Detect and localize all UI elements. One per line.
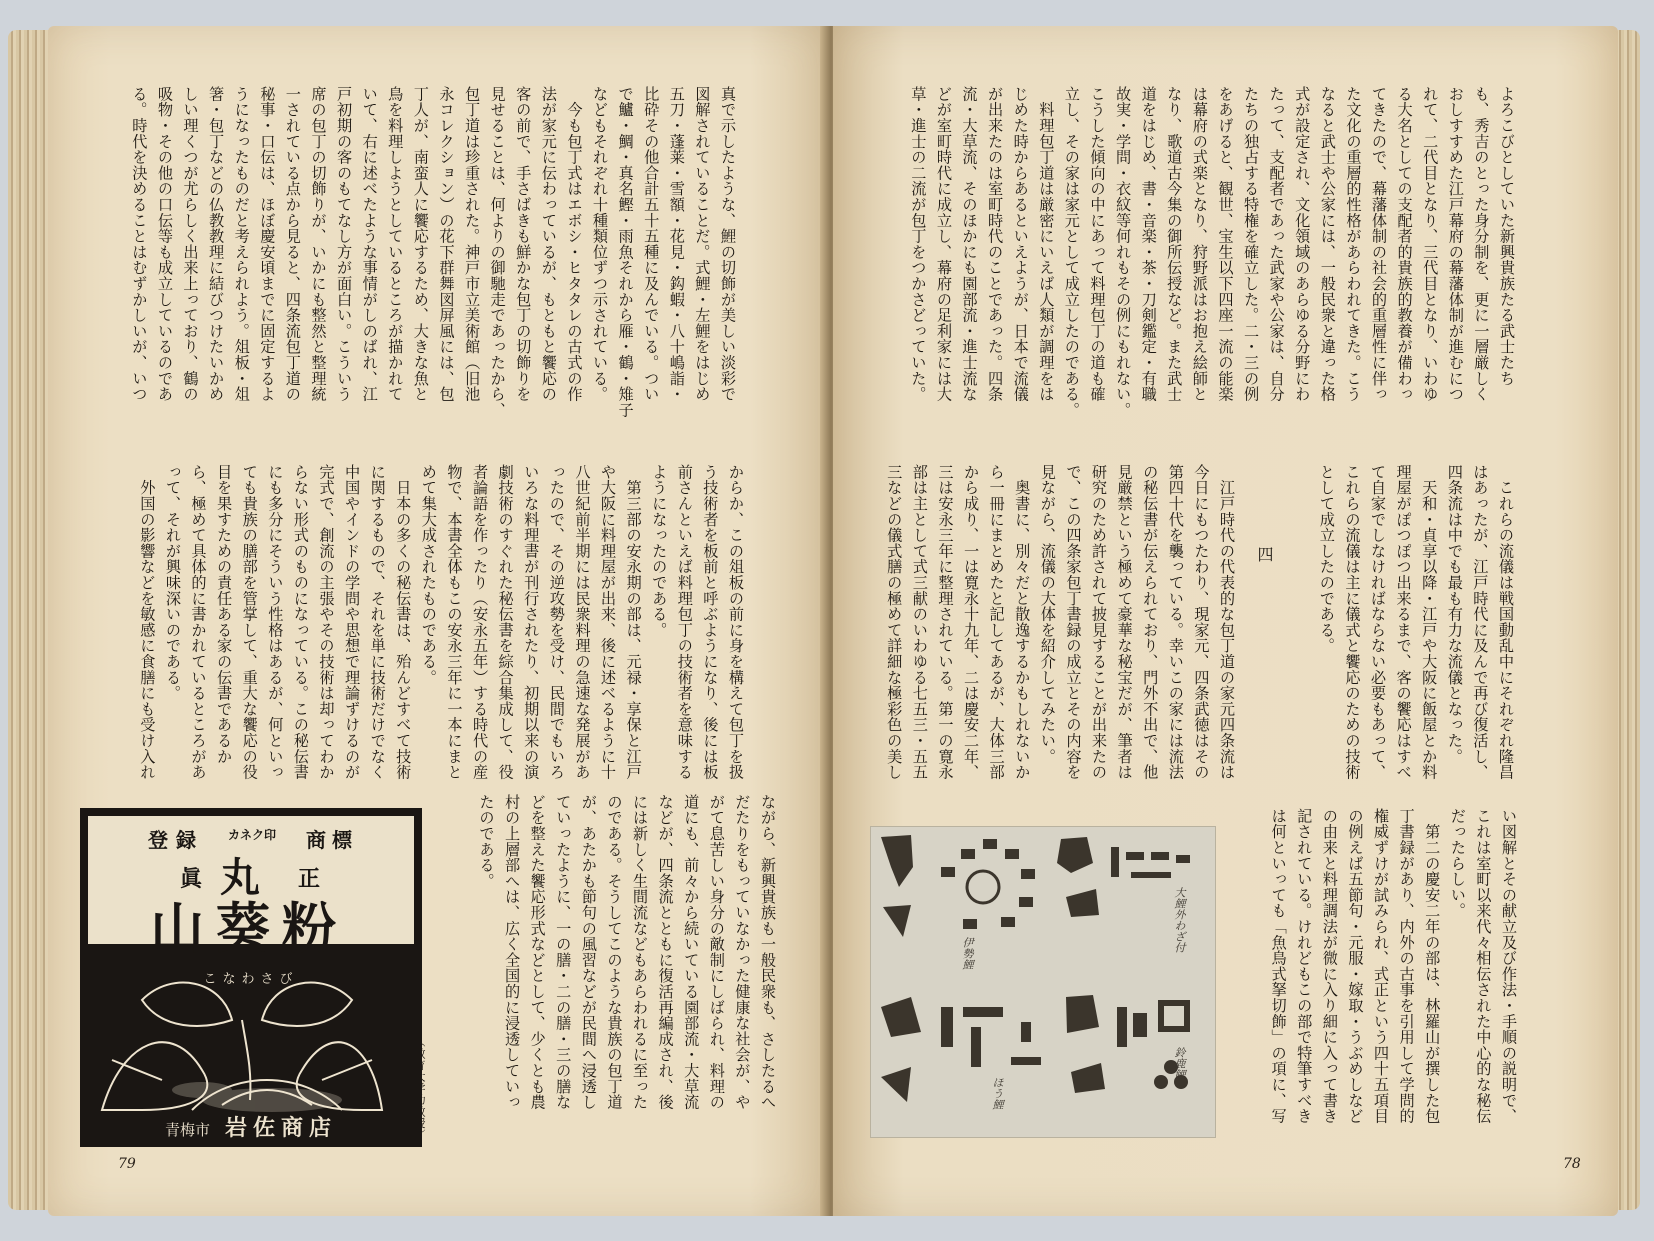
text-column: らない形式のものになっている。この秘伝書 bbox=[291, 464, 310, 780]
text-column: 料理包丁道は厳密にいえば人類が調理をは bbox=[1037, 86, 1056, 402]
text-column: いて、右に述べたような事情がしのばれ、江 bbox=[360, 86, 379, 402]
text-column: 永コレクション）の花下群舞図屏風には、包 bbox=[437, 86, 456, 402]
ad-product-name: 山葵粉 bbox=[150, 897, 348, 960]
right-lower-text bbox=[1283, 464, 1518, 786]
figure-label-3: ほう鯉 bbox=[991, 1077, 1004, 1110]
text-column: うになったものだと考えられよう。俎板・俎 bbox=[232, 86, 251, 402]
left-lower-text bbox=[98, 464, 748, 786]
text-column: 村の上層部へは、広く全国的に浸透していっ bbox=[503, 794, 522, 1110]
text-column: 故実・学問・衣紋等何れもその例にもれない。 bbox=[1114, 86, 1133, 418]
fish-carving-diagrams bbox=[871, 827, 1215, 1137]
text-column: などもそれぞれ十種類位ずつ示されている。 bbox=[591, 86, 610, 402]
text-column: をあげると、観世、宝生以下四座一流の能楽 bbox=[1216, 86, 1235, 402]
text-column: 今日にもつたわり、現家元、四条武徳はその bbox=[1192, 464, 1211, 780]
text-column: る大名としての支配者的貴族的教養が備わっ bbox=[1395, 86, 1414, 402]
text-column: ながら、新興貴族も一般民衆も、さしたるへ bbox=[759, 794, 777, 1110]
ad-trademark: 商標 bbox=[306, 828, 358, 852]
text-column: これらの流儀は戦国動乱中にそれぞれ隆昌 bbox=[1497, 464, 1515, 780]
text-column: 部は主として式三献のいわゆる七五三・五五 bbox=[910, 464, 929, 780]
text-column: どが室町時代に成立し、幕府の足利家には大 bbox=[934, 86, 953, 402]
text-column: が、あたかも節句の風習などが民間へ浸透し bbox=[579, 794, 598, 1110]
section-heading: 四 bbox=[1255, 546, 1274, 562]
text-column: 見ながら、流儀の大体を紹介してみたい。 bbox=[1038, 464, 1057, 765]
text-column: 丁人が、南蛮人に饗応するため、大きな魚と bbox=[411, 86, 430, 402]
text-column: 客の前で、手さばきも鮮かな包丁の切飾りを bbox=[514, 86, 533, 402]
right-section-text bbox=[869, 464, 1239, 786]
text-column: 物で、本書全体もこの安永三年に一本にまと bbox=[445, 464, 464, 780]
text-column: こうした傾向の中にあって料理包丁の道も確 bbox=[1088, 86, 1107, 402]
text-column: 鳥を料理しようとしているところが描かれて bbox=[386, 86, 405, 402]
text-column: って、それが興味深いのである。 bbox=[163, 464, 182, 701]
text-column: 三などの儀式膳の極めて詳細な極彩色の美し bbox=[885, 464, 904, 780]
text-column: 八世紀前半期には民衆料理の急速な発展があ bbox=[573, 464, 592, 780]
text-column: た文化の重層的性格があらわれてきた。こう bbox=[1344, 86, 1363, 402]
text-column: 一されている点から見ると、四条流包丁道の bbox=[283, 86, 302, 402]
text-column: 四条流は中でも最も有力な流儀となった。 bbox=[1445, 464, 1464, 765]
ad-shop-name: 岩佐商店 bbox=[225, 1116, 338, 1141]
text-column: で鱸・鯛・真名鰹・雨魚それから雁・鶴・雉子 bbox=[616, 86, 635, 418]
text-column: たちの独占する特権を確立した。二・三の例 bbox=[1242, 86, 1261, 402]
ad-mark: カネク印 bbox=[228, 828, 277, 842]
text-column: のである。そうしてこのような貴族の包丁道 bbox=[605, 794, 624, 1110]
text-column: てきたので、幕藩体制の社会的重層性に伴っ bbox=[1370, 86, 1389, 402]
text-column: よろこびとしていた新興貴族たる武士たち bbox=[1498, 86, 1516, 387]
text-column: い図解とその献立及び作法・手順の説明で、 bbox=[1500, 808, 1518, 1124]
text-column: 三は安永三年に整理されている。第一の寛永 bbox=[936, 464, 955, 780]
text-column: 図解されていることだ。式鯉・左鯉をはじめ bbox=[693, 86, 712, 402]
ad-shin: 眞 bbox=[180, 867, 203, 892]
text-column: ら一冊にまとめたと記してあるが、大体三部 bbox=[987, 464, 1006, 780]
page-number-left: 79 bbox=[118, 1156, 136, 1172]
right-upper-text bbox=[869, 86, 1519, 456]
text-column: 戸初期の客のもてなし方が面白い。こういう bbox=[335, 86, 354, 402]
page-number-right: 78 bbox=[1563, 1156, 1581, 1172]
text-column: おしすすめた江戸幕府の幕藩体制が進むにつ bbox=[1446, 86, 1465, 402]
text-column: たのである。 bbox=[477, 794, 496, 889]
text-column: だたりをもっていなかった健康な社会が、や bbox=[733, 794, 752, 1110]
text-column: 比砕その他合計五十五種に及んでいる。つい bbox=[642, 86, 661, 402]
text-column: 記されている。けれどもこの部で特筆すべき bbox=[1295, 808, 1314, 1124]
text-column: これらの流儀は主に儀式と饗応のための技術 bbox=[1343, 464, 1362, 780]
text-column: 包丁道は珍重された。神戸市立美術館（旧池 bbox=[463, 86, 482, 402]
text-column: ったので、その逆攻勢を受け、民間でもいろ bbox=[547, 464, 566, 780]
text-column: 見せることは、何よりの御馳走であったから、 bbox=[488, 86, 507, 418]
page-edges-left bbox=[8, 30, 52, 1210]
text-column: う技術者を板前と呼ぶようになり、後には板 bbox=[701, 464, 720, 780]
text-column: れて、二代目となり、三代目となり、いわゆ bbox=[1421, 86, 1440, 402]
text-column: の例えば五節句・元服・嫁取・うぶめしなど bbox=[1346, 808, 1365, 1124]
text-column: 五刀・蓬莱・雪額・花見・鈎蝦・八十嶋詣・ bbox=[667, 86, 686, 402]
figure-label-2: 大鯉外わざ付 bbox=[1173, 887, 1186, 953]
text-column: 立し、その家は家元として成立したのである。 bbox=[1062, 86, 1081, 418]
text-column: は幕府の式楽となり、狩野派はお抱え絵師と bbox=[1190, 86, 1209, 402]
text-column: から成り、一は寛永十九年、二は慶安二年、 bbox=[962, 464, 981, 780]
text-column: たって、支配者であった武家や公家は、自分 bbox=[1267, 86, 1286, 402]
text-column: 真で示したような、鯉の切飾が美しい淡彩で bbox=[719, 86, 737, 402]
text-column: 奥書に、別々だと散逸するかもしれないか bbox=[1013, 464, 1032, 780]
left-bottom-text bbox=[440, 794, 780, 1128]
text-column: 第四十代を襲っている。幸いこの家には流法 bbox=[1166, 464, 1185, 780]
ad-sho: 正 bbox=[298, 867, 321, 892]
text-column: も、秀吉のとった身分制を、更に一層厳しく bbox=[1472, 86, 1491, 402]
ad-brand-logo: 丸 bbox=[220, 855, 260, 901]
text-column: 完式で、創流の主張やその技術は却ってわか bbox=[317, 464, 336, 780]
text-column: ても貴族の膳部を管掌して、重大な饗応の役 bbox=[240, 464, 259, 780]
text-column: どを整えた饗応形式などとして、少くとも農 bbox=[528, 794, 547, 1110]
text-column: 目を果すための責任ある家の伝書であるか bbox=[215, 464, 234, 765]
figure-label-4: 鈴鹿鯉 bbox=[1173, 1047, 1186, 1080]
ad-city: 青梅市 bbox=[164, 1121, 210, 1139]
ad-product-reading: こなわさび bbox=[203, 972, 299, 987]
text-column: 草・進士の二流が包丁をつかさどっていた。 bbox=[909, 86, 928, 402]
text-column: る。時代を決めることはむずかしいが、いつ bbox=[130, 86, 149, 402]
right-bottom-text bbox=[1231, 808, 1521, 1128]
text-column: にも多分にそういう性格はあるが、何といっ bbox=[266, 464, 285, 780]
text-column: 秘事・口伝は、ほぼ慶安頃までに固定するよ bbox=[258, 86, 277, 402]
text-column: 研究のため許されて披見することが出来たの bbox=[1090, 464, 1109, 780]
text-column: なり、歌道古今集の御所伝授など。また武士 bbox=[1165, 86, 1184, 402]
text-column: 劇技術のすぐれた秘伝書を綜合集成して、役 bbox=[496, 464, 515, 780]
text-column: 前さんといえば料理包丁の技術者を意味する bbox=[675, 464, 694, 780]
text-column: だったらしい。 bbox=[1448, 808, 1467, 919]
left-upper-text bbox=[90, 86, 740, 456]
text-column: が出来たのは室町時代のことであった。四条 bbox=[986, 86, 1005, 402]
text-column: 天和・貞享以降・江戸や大阪に飯屋とか料 bbox=[1420, 464, 1439, 780]
text-column: めて集大成されたものである。 bbox=[419, 464, 438, 686]
text-column: 法が家元に伝わっているが、もともと饗応の bbox=[539, 86, 558, 402]
text-column: 箸・包丁などの仏教教理に結びつけたいかめ bbox=[207, 86, 226, 402]
text-column: ようになったのである。 bbox=[650, 464, 669, 638]
text-column: 理屋がぽつぽつ出来るまで、客の饗応はすべ bbox=[1394, 464, 1413, 780]
open-book bbox=[8, 18, 1640, 1228]
text-column: からか、この俎板の前に身を構えて包丁を扱 bbox=[727, 464, 745, 780]
text-column: 権威ずけが試みられ、式正という四十五項目 bbox=[1372, 808, 1391, 1124]
carving-diagram-figure bbox=[870, 826, 1216, 1138]
text-column: 丁書録があり、内外の古事を引用して学問的 bbox=[1397, 808, 1416, 1124]
text-column: 第二の慶安二年の部は、林羅山が撰した包 bbox=[1423, 808, 1442, 1124]
text-column: の由来と料理調法が微に入り細に入って書き bbox=[1320, 808, 1339, 1124]
text-column: いろな料理書が刊行されたり、初期以来の演 bbox=[522, 464, 541, 780]
text-column: 者論語を作ったり（安永五年）する時代の産 bbox=[471, 464, 490, 780]
text-column: の秘伝書が伝えられており、門外不出で、他 bbox=[1141, 464, 1160, 780]
ad-registered: 登録 bbox=[148, 828, 204, 852]
text-column: 吸物・その他の口伝等も成立しているのであ bbox=[155, 86, 174, 402]
text-column: で、この四条家包丁書録の成立とその内容を bbox=[1064, 464, 1083, 780]
text-column: 席の包丁の切飾りが、いかにも整然と整理統 bbox=[309, 86, 328, 402]
text-column: 流・大草流、そのほかにも園部流・進士流な bbox=[960, 86, 979, 402]
text-column: はあったが、江戸時代に及んで再び復活し、 bbox=[1471, 464, 1490, 780]
text-column: や大阪に料理屋が出来、後に述べるように十 bbox=[599, 464, 618, 780]
text-column: 中国やインドの学問や思想で理論ずけるのが bbox=[343, 464, 362, 780]
text-column: 式が設定され、文化領域のあらゆる分野にわ bbox=[1293, 86, 1312, 402]
text-column: なると武士や公家には、一般民衆と違った格 bbox=[1318, 86, 1337, 402]
text-column: 江戸時代の代表的な包丁道の家元四条流は bbox=[1218, 464, 1236, 780]
text-column: 今も包丁式はエボシ・ヒタタレの古式の作 bbox=[565, 86, 584, 402]
text-column: などが、四条流とともに復活再編成され、後 bbox=[656, 794, 675, 1110]
figure-label-1: 伊勢鯉 bbox=[961, 937, 974, 970]
wasabi-plant-illustration bbox=[82, 960, 420, 1120]
text-column: は何といっても「魚鳥式拏切飾」の項に、写 bbox=[1269, 808, 1288, 1124]
text-column: 道をはじめ、書・音楽・茶・刀剣鑑定・有職 bbox=[1139, 86, 1158, 402]
text-column: ら、極めて具体的に書かれているところがあ bbox=[189, 464, 208, 780]
text-column: 外国の影響などを敏感に食膳にも受け入れ bbox=[138, 464, 157, 780]
text-column: じめた時からあるといえようが、日本で流儀 bbox=[1011, 86, 1030, 402]
wasabi-powder-advertisement bbox=[80, 808, 422, 1147]
text-column: として成立したのである。 bbox=[1317, 464, 1336, 654]
text-column: これは室町以来代々相伝された中心的な秘伝 bbox=[1474, 808, 1493, 1124]
text-column: 日本の多くの秘伝書は、殆んどすべて技術 bbox=[394, 464, 413, 780]
text-column: に関するもので、それを単に技術だけでなく bbox=[368, 464, 387, 780]
text-column: て自家でしなければならない必要もあって、 bbox=[1369, 464, 1388, 780]
ad-footer bbox=[82, 1111, 420, 1141]
text-column: ていったように、一の膳・二の膳・三の膳な bbox=[554, 794, 573, 1110]
text-column: がて息苦しい身分の敵制にしばられ、料理の bbox=[707, 794, 726, 1110]
text-column: しい理くつが尤らしく出来上っており、鶴の bbox=[181, 86, 200, 402]
text-column: 見厳禁という極めて豪華な秘宝だが、筆者は bbox=[1115, 464, 1134, 780]
text-column: には新しく生間流などもあらわれるに至った bbox=[631, 794, 650, 1110]
text-column: 第三部の安永期の部は、元禄・享保と江戸 bbox=[624, 464, 643, 780]
text-column: 道にも、前々から続いている園部流・大草流 bbox=[682, 794, 701, 1110]
